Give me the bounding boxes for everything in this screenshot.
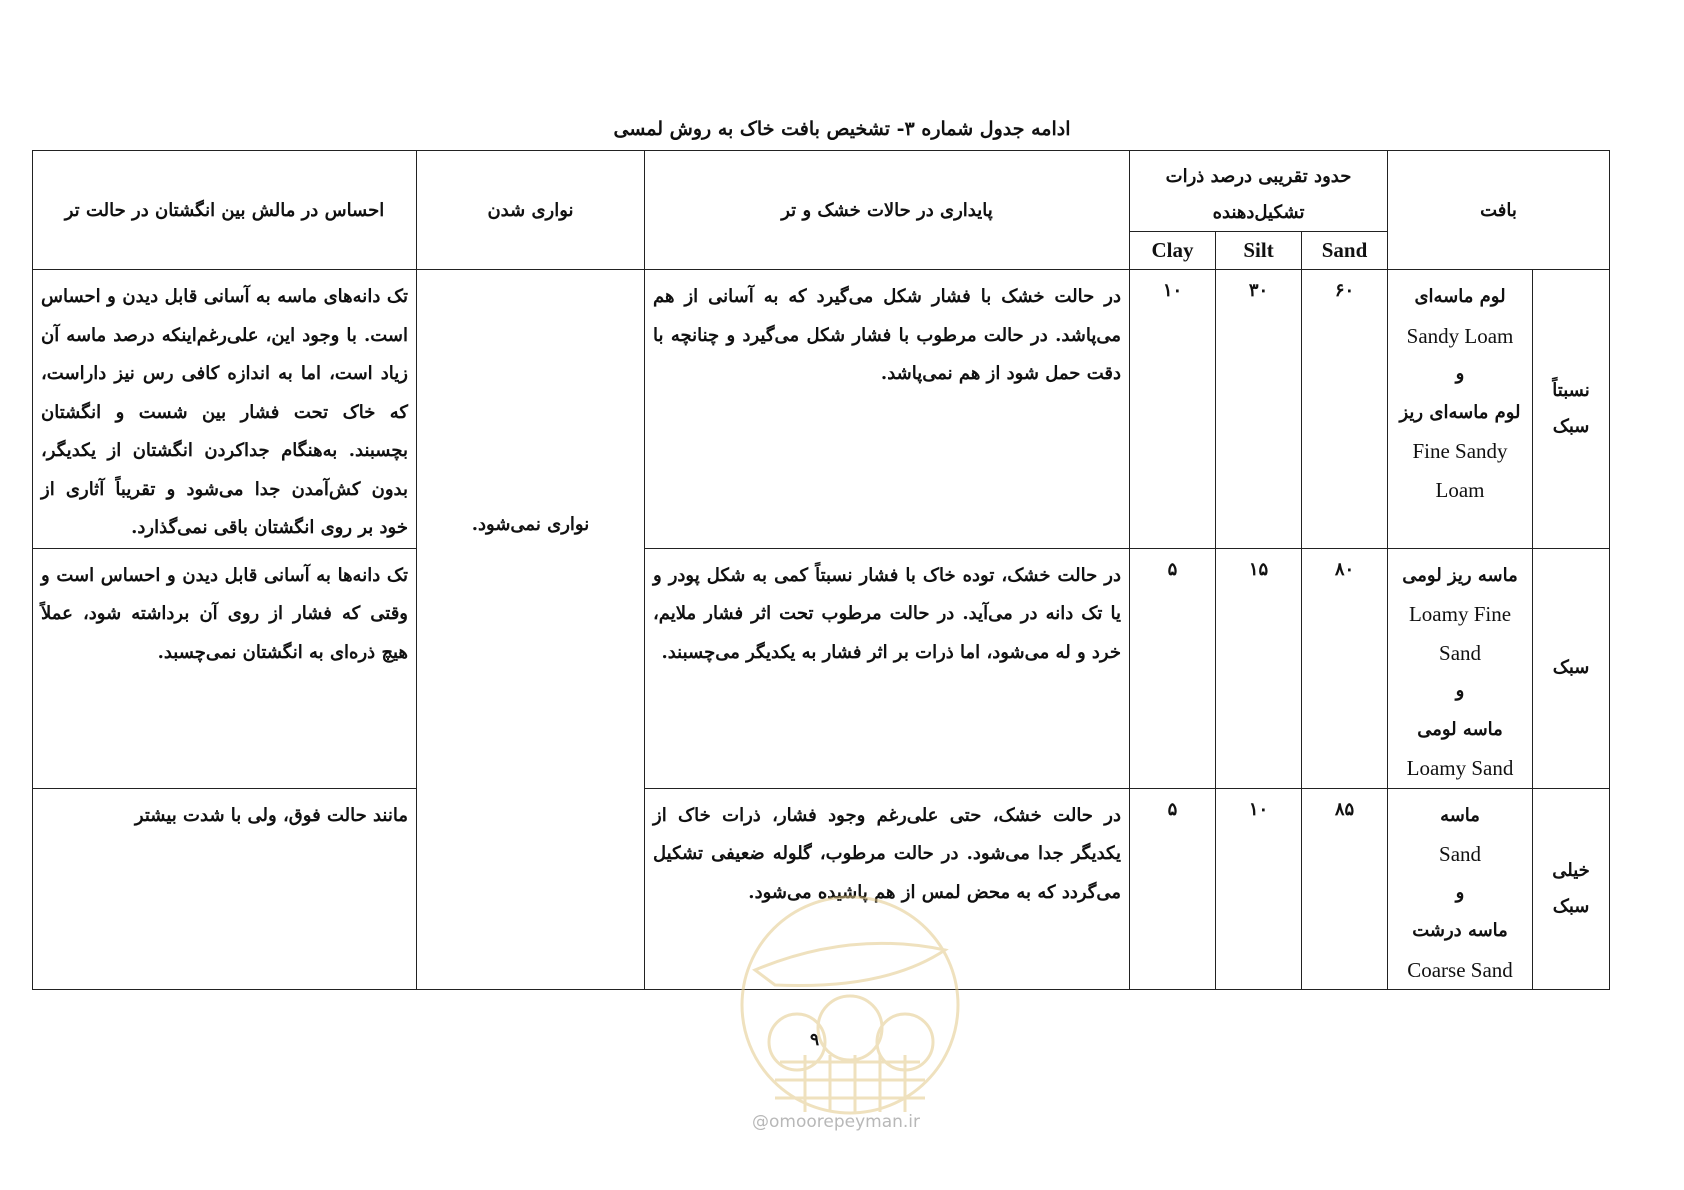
clay-value: ۵ xyxy=(1130,788,1216,990)
header-percent-group xyxy=(1130,151,1388,232)
group-cell: نسبتاً سبک xyxy=(1533,270,1610,549)
clay-value: ۱۰ xyxy=(1130,270,1216,549)
feel-text: تک دانه‌ها به آسانی قابل دیدن و احساس است و وقتی که فشار از روی آن برداشته شود، عملاً هیچ ذره‌ای به انگشتان نمی‌چسبد. xyxy=(33,548,417,788)
group-cell: خیلی سبک xyxy=(1533,788,1610,990)
silt-value: ۱۵ xyxy=(1216,548,1302,788)
page-number: ۹ xyxy=(810,1030,820,1050)
header-texture: بافت xyxy=(1388,151,1610,270)
soil-texture-table xyxy=(32,150,1610,990)
website-watermark: @omoorepeyman.ir xyxy=(752,1112,921,1132)
header-percent-line2: تشکیل‌دهنده xyxy=(1212,202,1305,223)
ribbon-value: نواری نمی‌شود. xyxy=(417,270,645,990)
feel-text: مانند حالت فوق، ولی با شدت بیشتر xyxy=(33,788,417,990)
header-ribbon: نواری شدن xyxy=(417,151,645,270)
stability-text: در حالت خشک، حتی علی‌رغم وجود فشار، ذرات خاک از یکدیگر جدا می‌شود. در حالت مرطوب، گلوله ضعیفی تشکیل می‌گردد که به محض لمس از هم پاشیده می‌شود. xyxy=(645,788,1130,990)
group-cell: سبک xyxy=(1533,548,1610,788)
clay-value: ۵ xyxy=(1130,548,1216,788)
table-row xyxy=(33,548,1610,788)
texture-cell: ماسه Sand و ماسه درشت Coarse Sand xyxy=(1388,788,1533,990)
sand-value: ۶۰ xyxy=(1302,270,1388,549)
seal-logo-icon xyxy=(735,890,965,1120)
silt-value: ۱۰ xyxy=(1216,788,1302,990)
sand-value: ۸۰ xyxy=(1302,548,1388,788)
header-stability: پایداری در حالات خشک و تر xyxy=(645,151,1130,270)
header-percent-line1: حدود تقریبی درصد ذرات xyxy=(1165,166,1352,187)
header-sand: Sand xyxy=(1302,232,1388,270)
table-caption: ادامه جدول شماره ۳- تشخیص بافت خاک به روش لمسی xyxy=(613,118,1071,140)
table-row xyxy=(33,270,1610,549)
stability-text: در حالت خشک با فشار شکل می‌گیرد که به آسانی از هم می‌پاشد. در حالت مرطوب با فشار شکل می‌گیرد و چنانچه با دقت حمل شود از هم نمی‌پاشد. xyxy=(645,270,1130,549)
texture-cell: ماسه ریز لومی Loamy Fine Sand و ماسه لومی Loamy Sand xyxy=(1388,548,1533,788)
stability-text: در حالت خشک، توده خاک با فشار نسبتاً کمی به شکل پودر و یا تک دانه در می‌آید. در حالت مرطوب تحت اثر فشار ملایم، خرد و له می‌شود، اما ذرات بر اثر فشار به یکدیگر می‌چسبند. xyxy=(645,548,1130,788)
header-feel: احساس در مالش بین انگشتان در حالت تر xyxy=(33,151,417,270)
header-silt: Silt xyxy=(1216,232,1302,270)
header-clay: Clay xyxy=(1130,232,1216,270)
texture-cell: لوم ماسه‌ای Sandy Loam و لوم ماسه‌ای ریز Fine Sandy Loam xyxy=(1388,270,1533,549)
feel-text: تک دانه‌های ماسه به آسانی قابل دیدن و احساس است. با وجود این، علی‌رغم‌اینکه درصد ماسه آن زیاد است، اما به اندازه کافی رس نیز داراست، که خاک تحت فشار بین شست و انگشتان بچسبند. به‌هنگام جداکردن انگشتان از یکدیگر، بدون کش‌آمدن جدا می‌شود و تقریباً آثاری از خود بر روی انگشتان باقی نمی‌گذارد. xyxy=(33,270,417,549)
sand-value: ۸۵ xyxy=(1302,788,1388,990)
silt-value: ۳۰ xyxy=(1216,270,1302,549)
